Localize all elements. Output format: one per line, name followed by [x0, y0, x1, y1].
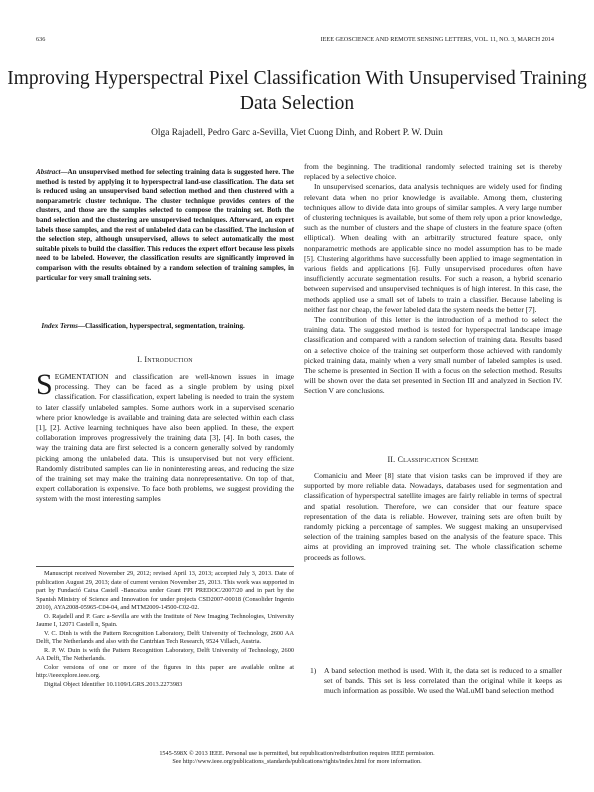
abstract — [36, 168, 294, 283]
list-item-text: A band selection method is used. With it, the data set is reduced to a smaller set of bands. This set is less correlated than the original while it keeps as much information as possible. We used the WaLuMI band selection method — [324, 666, 562, 696]
right-column-introduction — [304, 162, 562, 397]
intro-text: and classification are well-known issues in image processing. They can be faced as a single problem by using pixel classification. For classification, expert labeling is needed to train the system to later classify unlabeled samples. Some authors work in a supervised scenario where prior knowledge is available and training data are selected within each class [1], [2]. Active learning techniques have also been applied. In these, the expert collaboration improves progressively the training data [3], [4]. In both cases, the way the training data are first selected is a concern generally solved by randomly picking among the unlabeled data. This is unsupervised but not very efficient. Randomly distributed samples can lie in noninteresting areas, and reducing the size of the training set may make the training data nonrepresentative. On top of that, expert collaboration is expensive. To face both problems, we suggest providing the system with the most interesting samples — [36, 372, 294, 504]
list-item-number: 1) — [310, 666, 317, 675]
journal-header: IEEE GEOSCIENCE AND REMOTE SENSING LETTERS, VOL. 11, NO. 3, MARCH 2014 — [320, 36, 554, 43]
section-heading-introduction: I. Introduction — [137, 355, 193, 364]
footnote-doi: Digital Object Identifier 10.1109/LGRS.2013.2273983 — [44, 680, 183, 688]
abstract-label: Abstract — [36, 168, 61, 176]
paper-title: Improving Hyperspectral Pixel Classification With Unsupervised Training Data Selection — [7, 68, 587, 114]
introduction-paragraph — [36, 368, 294, 505]
body-paragraph: Comaniciu and Meer [8] state that vision tasks can be improved if they are supported by more reliable data. Nowadays, databases used for segmentation and classification of hyperspectral satellite images are fairly reliable in terms of spectral and spatial resolution. Therefore, we can consider that our feature space representation of the data is reliable. However, training sets are often built by randomly picking a percentage of samples. We suggest making an unsupervised selection of the training samples based on the analysis of the feature space. This aims at providing an improved training set. The whole classification scheme proceeds as follows. — [304, 471, 562, 562]
rights-link: See http://www.ieee.org/publications_standards/publications/rights/index.html for more information. — [172, 758, 422, 765]
drop-cap: S — [36, 368, 53, 401]
footnote-color-versions: Color versions of one or more of the figures in this paper are available online at http://ieeexplore.ieee.org. — [36, 663, 294, 679]
index-terms-label: Index Terms — [41, 322, 78, 330]
abstract-text: —An unsupervised method for selecting training data is suggested here. The method is tested by applying it to hyperspectral land-use classification. The data set is reduced using an unsupervised band selection method and then clustered with a nonparametric cluster technique. The cluster technique provides centers of the clusters, and those are the samples selected to compose the training set. Both the band selection and the clustering are unsupervised techniques. Afterward, an expert labels those samples, and the rest of unlabeled data can be classified. The inclusion of the selection step, although unsupervised, allows to select automatically the most suitable pixels to build the classifier. This reduces the expert effort because less pixels need to be labeled. However, the classification results are significantly improved in comparison with the results obtained by a random selection of training samples, in particular for very small training sets. — [36, 168, 294, 282]
footnote-rule — [36, 566, 294, 567]
copyright-notice — [0, 750, 594, 766]
classification-scheme-body — [304, 471, 562, 563]
author-list: Olga Rajadell, Pedro Garc a-Sevilla, Viet Cuong Dinh, and Robert P. W. Duin — [151, 128, 443, 138]
body-paragraph: In unsupervised scenarios, data analysis techniques are widely used for finding relevant data when no prior knowledge is available. Among them, clustering techniques allow to divide data into groups of similar samples. A very large number of clustering techniques is available, but some of them rely upon a prior knowledge, such as the number of clusters and the shape of clusters in the feature space (often elliptical). When dealing with an arbitrarily structured feature space, only nonparametric methods are applicable since no model assumption has to be made [5]. Clustering algorithms have successfully been applied to image segmentation in various fields and applications [6]. Fully unsupervised procedures often have insufficiently accurate segmentation results. For such a reason, a hybrid scenario between supervised and unsupervised techniques is of high interest. In this case, the methods applied use a small set of labels to train a classifier. Because labeling is neither fast nor cheap, the fewer labeled data the system needs the better [7]. — [304, 182, 562, 314]
footnote-affiliation: O. Rajadell and P. Garc a-Sevilla are with the Institute of New Imaging Technologies, University Jaume I, 12071 Castell n, Spain. — [36, 612, 294, 628]
footnotes — [36, 570, 294, 689]
footnote-affiliation: R. P. W. Duin is with the Pattern Recognition Laboratory, Delft University of Technology, 2600 AA Delft, The Netherlands. — [36, 646, 294, 662]
body-paragraph: The contribution of this letter is the introduction of a method to select the training data. The suggested method is tested for hyperspectral landscape image classification and compared with a random selection of training data. Results based on a selective choice of the training set outperform those achieved with randomly picked training data, mainly when a very small number of labeled samples is used. The scheme is presented in Section II with a focus on the selection method. Results will be shown over the data set presented in Section III and analyzed in Section IV. Section V are conclusions. — [304, 315, 562, 396]
index-terms-text: —Classification, hyperspectral, segmentation, training. — [77, 322, 245, 330]
page-number: 636 — [36, 36, 46, 43]
body-paragraph: from the beginning. The traditional randomly selected training set is thereby replaced by a selective choice. — [304, 162, 562, 182]
copyright-line: 1545-598X © 2013 IEEE. Personal use is permitted, but republication/redistribution requires IEEE permission. — [159, 750, 435, 757]
section-heading-classification-scheme: II. Classification Scheme — [387, 455, 479, 464]
index-terms — [36, 322, 294, 332]
footnote-affiliation: V. C. Dinh is with the Pattern Recognition Laboratory, Delft University of Technology, 2600 AA Delft, The Netherlands and also with the Cantrhian Tech Research, 9524 Villach, Austria. — [36, 629, 294, 645]
intro-first-word: EGMENTATION — [54, 372, 109, 381]
footnote-manuscript: Manuscript received November 29, 2012; revised April 13, 2013; accepted July 3, 2013. Date of publication August 29, 2013; date of current version November 25, 2013. This work was supported in part by Fundació Caixa Castell -Bancaixa under Grant FPI PREDOC/2007/20 and in part by the Spanish Ministry of Science and Innovation for under projects CSD2007-00018 (Consolider Ingenio 2010), AYA2008-05965-C04-04, and MTM2009-14500-C02-02. — [36, 570, 294, 611]
